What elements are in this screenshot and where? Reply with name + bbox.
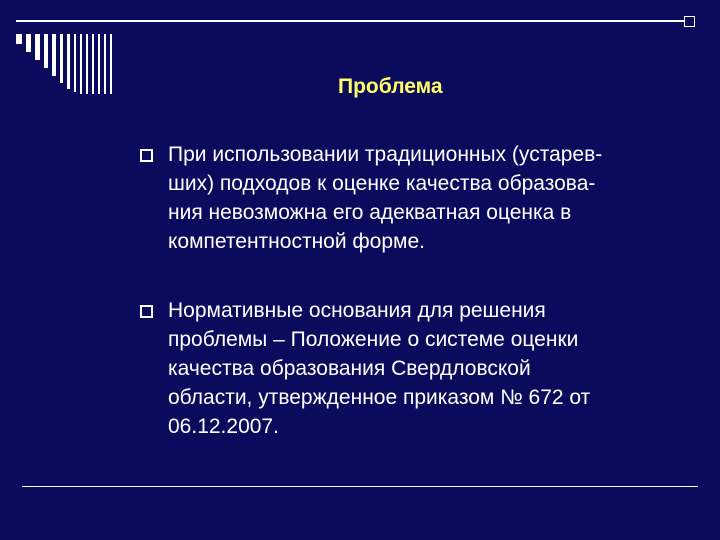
decorative-stripes xyxy=(16,34,126,96)
bullet-text-line: ших) подходов к оценке качества образова- xyxy=(168,172,596,195)
decorative-stripe xyxy=(67,34,70,89)
hollow-square-bullet-icon xyxy=(140,305,153,318)
bullet-text-line: Нормативные основания для решения xyxy=(168,299,546,322)
corner-square-ornament xyxy=(684,16,695,27)
decorative-stripe xyxy=(92,34,94,94)
decorative-stripe xyxy=(44,34,48,68)
top-divider-line xyxy=(16,20,694,22)
bullet-text-line: области, утвержденное приказом № 672 от xyxy=(168,386,591,409)
bullet-text-line: качества образования Свердловской xyxy=(168,357,531,380)
decorative-stripe xyxy=(110,34,112,94)
bullet-item xyxy=(140,140,700,256)
bullet-text-line: компетентностной форме. xyxy=(168,230,425,253)
decorative-stripe xyxy=(52,34,56,76)
decorative-stripe xyxy=(86,34,88,94)
decorative-stripe xyxy=(104,34,106,94)
decorative-stripe xyxy=(35,34,40,60)
bullet-text-line: проблемы – Положение о системе оценки xyxy=(168,328,579,351)
decorative-stripe xyxy=(80,34,82,94)
bullet-text-line: При использовании традиционных (устарев- xyxy=(168,143,603,166)
bullet-item xyxy=(140,296,700,441)
decorative-stripe xyxy=(16,34,22,44)
bullet-text-line: 06.12.2007. xyxy=(168,415,279,438)
decorative-stripe xyxy=(98,34,100,94)
bottom-divider-line xyxy=(22,486,698,487)
decorative-stripe xyxy=(26,34,31,52)
bullet-list xyxy=(140,140,700,441)
hollow-square-bullet-icon xyxy=(140,149,153,162)
decorative-stripe xyxy=(60,34,63,83)
bullet-text-line: ния невозможна его адекватная оценка в xyxy=(168,201,572,224)
decorative-stripe xyxy=(74,34,76,92)
slide-title: Проблема xyxy=(338,75,443,98)
